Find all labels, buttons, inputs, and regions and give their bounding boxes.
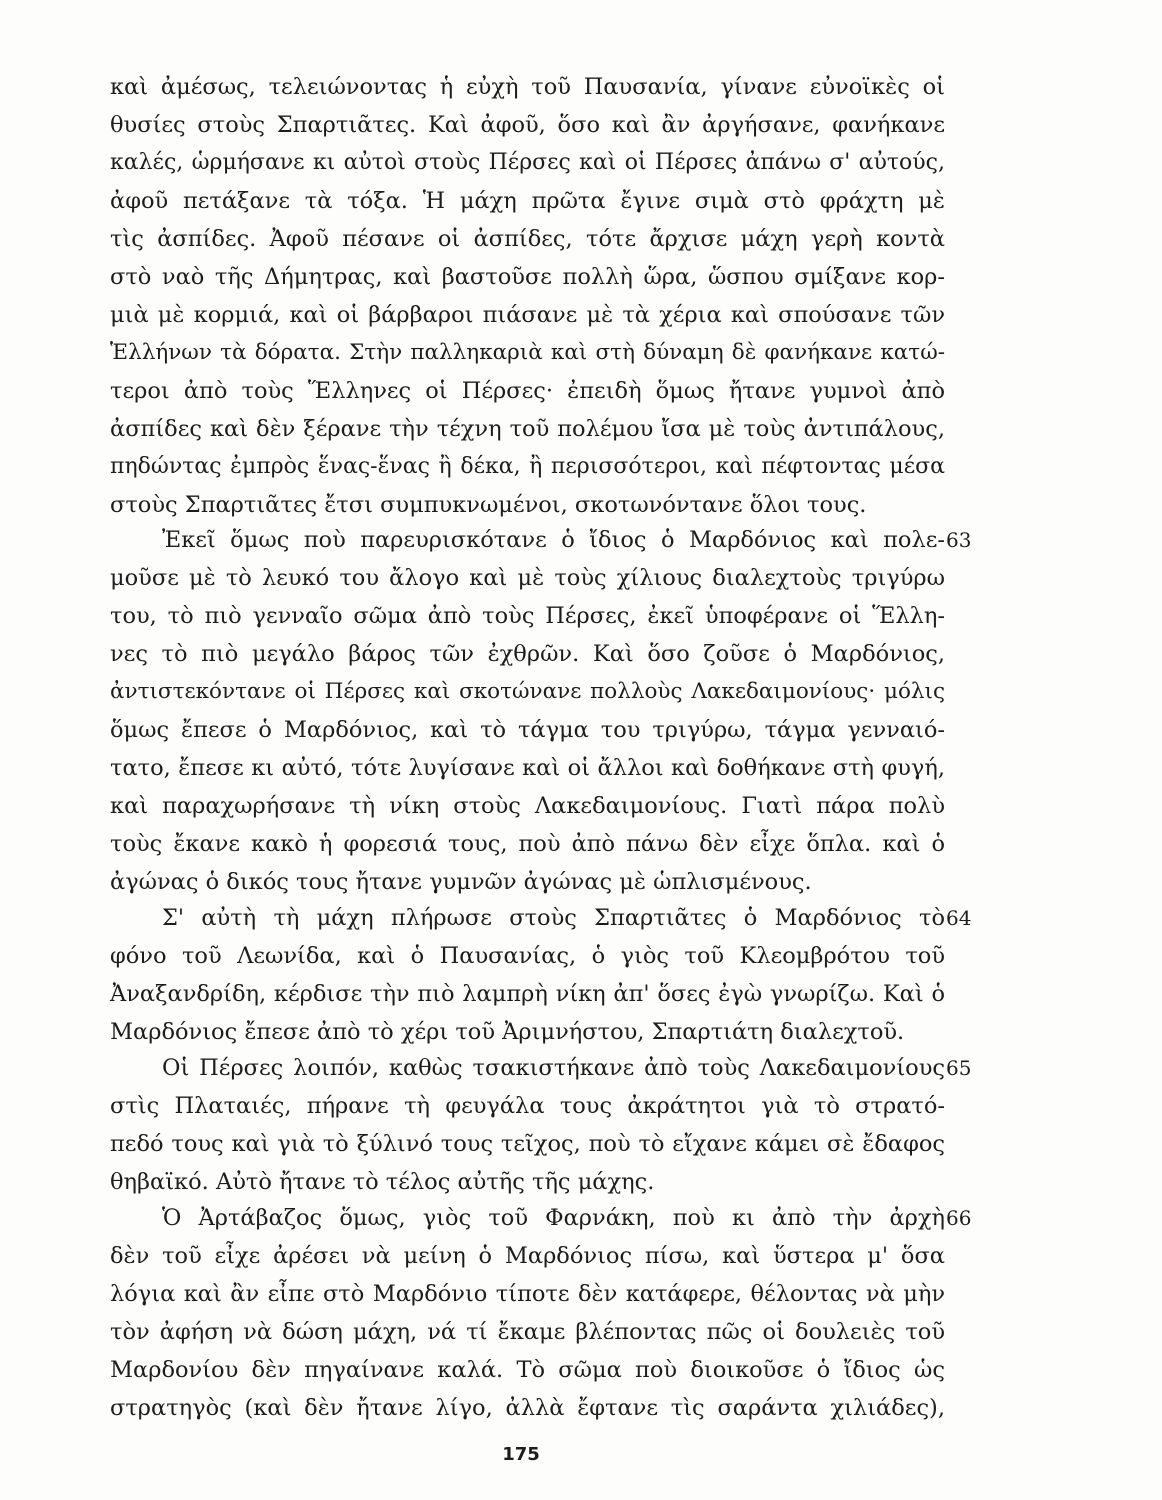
text-line: νες τὸ πιὸ μεγάλο βάρος τῶν ἐχθρῶν. Καὶ ὅσο ζοῦσε ὁ Μαρδόνιος,	[110, 641, 945, 667]
text-line: στὸ ναὸ τῆς Δήμητρας, καὶ βαστοῦσε πολλὴ ὥρα, ὥσπου σμίξανε κορ-	[110, 264, 945, 290]
paragraph-first-line: Ὁ Ἀρτάβαζος ὅμως, γιὸς τοῦ Φαρνάκη, ποὺ κι ἀπὸ τὴν ἀρχὴ	[162, 1205, 945, 1231]
text-line: ἀντιστεκόντανε οἱ Πέρσες καὶ σκοτώνανε πολλοὺς Λακεδαιμονίους· μόλις	[110, 679, 945, 704]
text-line: φόνο τοῦ Λεωνίδα, καὶ ὁ Παυσανίας, ὁ γιὸς τοῦ Κλεομβρότου τοῦ	[110, 943, 945, 969]
text-line: ἀσπίδες καὶ δὲν ξέρανε τὴν τέχνη τοῦ πολέμου ἴσα μὲ τοὺς ἀντιπάλους,	[110, 416, 945, 442]
text-line: πηδώντας ἐμπρὸς ἕνας-ἕνας ἢ δέκα, ἢ περισσότεροι, καὶ πέφτοντας μέσα	[110, 454, 945, 479]
text-line: τατο, ἔπεσε κι αὐτό, τότε λυγίσανε καὶ οἱ ἄλλοι καὶ δοθήκανε στὴ φυγή,	[110, 755, 945, 781]
section-number: 63	[946, 528, 972, 552]
text-line: Μαρδονίου δὲν πηγαίνανε καλά. Τὸ σῶμα ποὺ διοικοῦσε ὁ ἴδιος ὡς	[110, 1357, 945, 1383]
text-line: καὶ παραχωρήσανε τὴ νίκη στοὺς Λακεδαιμονίους. Γιατὶ πάρα πολὺ	[110, 793, 945, 819]
text-line: στὶς Πλαταιές, πήρανε τὴ φευγάλα τους ἀκράτητοι γιὰ τὸ στρατό-	[110, 1093, 945, 1119]
text-line: μοῦσε μὲ τὸ λευκό του ἄλογο καὶ μὲ τοὺς χίλιους διαλεχτοὺς τριγύρω	[110, 565, 945, 591]
text-line: καὶ ἀμέσως, τελειώνοντας ἡ εὐχὴ τοῦ Παυσανία, γίνανε εὐνοϊκὲς οἱ	[110, 74, 945, 100]
section-number: 64	[946, 906, 972, 930]
paragraph-first-line: Οἱ Πέρσες λοιπόν, καθὼς τσακιστήκανε ἀπὸ τοὺς Λακεδαιμονίους	[162, 1055, 945, 1081]
text-line: Ἀναξανδρίδη, κέρδισε τὴν πιὸ λαμπρὴ νίκη ἀπ' ὅσες ἐγὼ γνωρίζω. Καὶ ὁ	[110, 981, 945, 1007]
text-line: ὅμως ἔπεσε ὁ Μαρδόνιος, καὶ τὸ τάγμα του τριγύρω, τάγμα γενναιό-	[110, 717, 945, 743]
text-line: τεροι ἀπὸ τοὺς Ἕλληνες οἱ Πέρσες· ἐπειδὴ ὅμως ἤτανε γυμνοὶ ἀπὸ	[110, 378, 945, 404]
text-line: τὸν ἀφήση νὰ δώση μάχη, νά τί ἔκαμε βλέποντας πῶς οἱ δουλειὲς τοῦ	[110, 1319, 945, 1345]
paragraph-first-line: Ἐκεῖ ὅμως ποὺ παρευρισκότανε ὁ ἴδιος ὁ Μαρδόνιος καὶ πολε-	[162, 527, 945, 553]
text-line: μιὰ μὲ κορμιά, καὶ οἱ βάρβαροι πιάσανε μὲ τὰ χέρια καὶ σπούσανε τῶν	[110, 302, 945, 328]
text-line: του, τὸ πιὸ γενναῖο σῶμα ἀπὸ τοὺς Πέρσες, ἐκεῖ ὑποφέρανε οἱ Ἕλλη-	[110, 603, 945, 629]
page-number: 175	[502, 1444, 540, 1465]
text-line: τοὺς ἔκανε κακὸ ἡ φορεσιά τους, ποὺ ἀπὸ πάνω δὲν εἶχε ὅπλα. καὶ ὁ	[110, 831, 945, 857]
paragraph-first-line: Σ' αὐτὴ τὴ μάχη πλήρωσε στοὺς Σπαρτιᾶτες ὁ Μαρδόνιος τὸ	[162, 905, 945, 931]
text-line: θηβαϊκό. Αὐτὸ ἤτανε τὸ τέλος αὐτῆς τῆς μάχης.	[110, 1169, 655, 1195]
text-line: καλές, ὡρμήσανε κι αὐτοὶ στοὺς Πέρσες καὶ οἱ Πέρσες ἀπάνω σ' αὐτούς,	[110, 150, 945, 175]
text-line: στρατηγὸς (καὶ δὲν ἤτανε λίγο, ἀλλὰ ἔφτανε τὶς σαράντα χιλιάδες),	[110, 1395, 945, 1421]
text-line: ἀφοῦ πετάξανε τὰ τόξα. Ἡ μάχη πρῶτα ἔγινε σιμὰ στὸ φράχτη μὲ	[110, 188, 945, 214]
text-line: Ἑλλήνων τὰ δόρατα. Στὴν παλληκαριὰ καὶ στὴ δύναμη δὲ φανήκανε κατώ-	[110, 340, 945, 365]
text-line: δὲν τοῦ εἶχε ἀρέσει νὰ μείνη ὁ Μαρδόνιος πίσω, καὶ ὕστερα μ' ὅσα	[110, 1243, 945, 1269]
text-line: λόγια καὶ ἂν εἶπε στὸ Μαρδόνιο τίποτε δὲν κατάφερε, θέλοντας νὰ μὴν	[110, 1281, 945, 1307]
section-number: 66	[946, 1206, 972, 1230]
text-line: θυσίες στοὺς Σπαρτιᾶτες. Καὶ ἀφοῦ, ὅσο καὶ ἂν ἀργήσανε, φανήκανε	[110, 112, 945, 138]
text-line: στοὺς Σπαρτιᾶτες ἔτσι συμπυκνωμένοι, σκοτωνόντανε ὅλοι τους.	[110, 492, 867, 518]
text-line: Μαρδόνιος ἔπεσε ἀπὸ τὸ χέρι τοῦ Ἀριμνήστου, Σπαρτιάτη διαλεχτοῦ.	[110, 1019, 905, 1045]
section-number: 65	[946, 1056, 972, 1080]
text-line: τὶς ἀσπίδες. Ἀφοῦ πέσανε οἱ ἀσπίδες, τότε ἄρχισε μάχη γερὴ κοντὰ	[110, 226, 945, 252]
text-line: πεδό τους καὶ γιὰ τὸ ξύλινό τους τεῖχος, ποὺ τὸ εἴχανε κάμει σὲ ἔδαφος	[110, 1131, 945, 1157]
text-line: ἀγώνας ὁ δικός τους ἤτανε γυμνῶν ἀγώνας μὲ ὡπλισμένους.	[110, 869, 812, 895]
